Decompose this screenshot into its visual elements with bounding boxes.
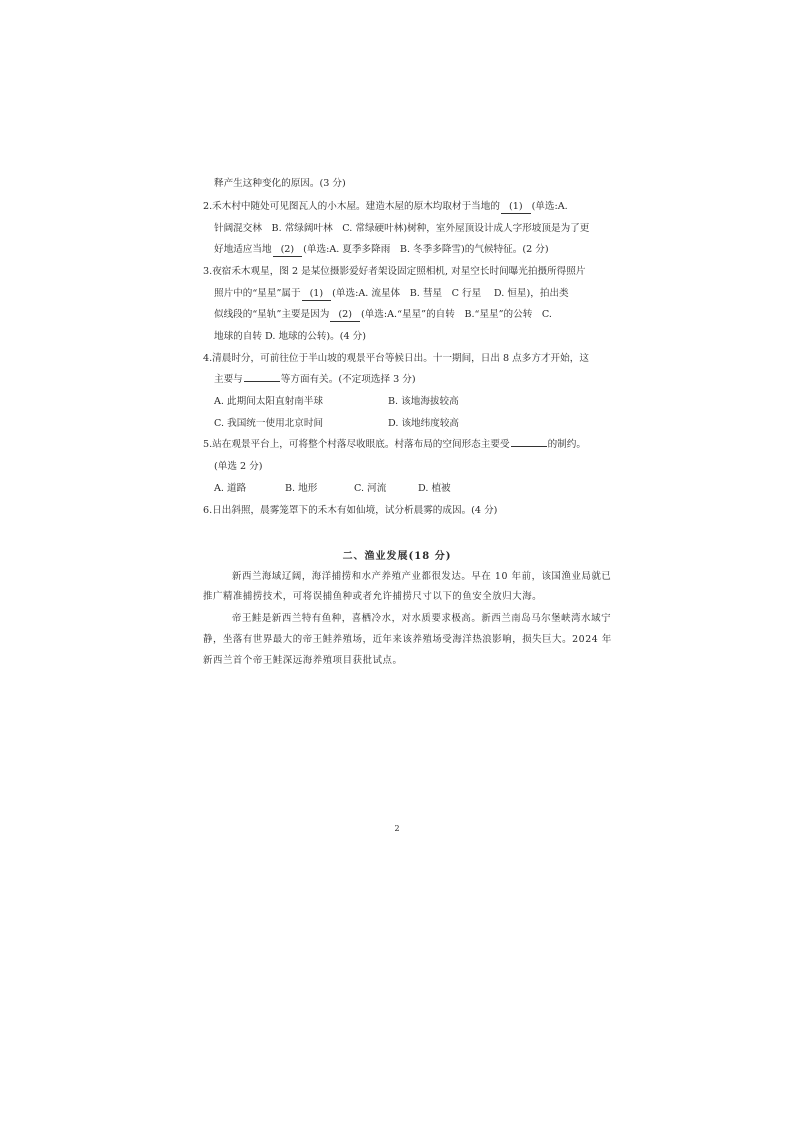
section-2-paragraph-2-line-1: 帝王鲑是新西兰特有鱼种，喜栖冷水，对水质要求极高。新西兰南岛马尔堡峡湾水域宁	[232, 613, 612, 624]
question-2-text: 好地适应当地	[214, 244, 272, 255]
question-4-text: 主要与	[214, 374, 243, 385]
question-2-text: (单选:A. 夏季多降雨 B. 冬季多降雪)的气候特征。(2 分)	[303, 244, 549, 255]
section-2-paragraph-2-line-3: 新西兰首个帝王鲑深远海养殖项目获批试点。	[203, 655, 403, 666]
question-3-line-1: 3.夜宿禾木观星，图 2 是某位摄影爱好者架设固定照相机, 对星空长时间曝光拍摄所得照片	[203, 266, 586, 277]
question-4-line-1: 4.清晨时分，可前往位于半山坡的观景平台等候日出。十一期间，日出 8 点多方才开始，这	[203, 353, 589, 364]
question-6: 6.日出斜照，晨雾笼罩下的禾木有如仙境，试分析晨雾的成因。(4 分)	[203, 505, 498, 516]
section-2-paragraph-2-line-2: 静，坐落有世界最大的帝王鲑养殖场，近年来该养殖场受海洋热浪影响，损失巨大。2024 年	[203, 634, 612, 645]
question-5-line-2: (单选 2 分)	[214, 461, 263, 472]
option-q5-a: A. 道路	[214, 483, 247, 494]
answer-blank-q4[interactable]	[244, 381, 280, 382]
section-2-paragraph-1-line-1: 新西兰海域辽阔，海洋捕捞和水产养殖产业都很发达。早在 10 年前，该国渔业局就已	[232, 571, 612, 582]
option-q5-c: C. 河流	[354, 483, 387, 494]
option-q5-b: B. 地形	[285, 483, 318, 494]
question-1-tail: 释产生这种变化的原因。(3 分)	[214, 178, 346, 189]
answer-blank-q2-1[interactable]: (1)	[501, 201, 531, 214]
question-3-text: 照片中的“星星”属于	[214, 288, 301, 299]
page-number: 2	[394, 824, 400, 833]
question-3-text: (单选:A.“星星”的自转 B.“星星”的公转 C.	[360, 309, 552, 320]
answer-blank-q2-2[interactable]: (2)	[273, 244, 303, 257]
option-q4-b: B. 该地海拔较高	[388, 396, 459, 407]
question-3-line-3	[214, 308, 552, 322]
question-3-text: (单选:A. 流星体 B. 彗星 C 行星 D. 恒星)，拍出类	[332, 288, 569, 299]
option-q4-a: A. 此期间太阳直射南半球	[214, 396, 323, 407]
option-q4-c: C. 我国统一使用北京时间	[214, 418, 324, 429]
question-5-line-1	[203, 438, 586, 452]
answer-blank-q5[interactable]	[511, 446, 547, 447]
question-2-line-2: 针阔混交林 B. 常绿阔叶林 C. 常绿硬叶林)树种，室外屋顶设计成人字形坡顶是为了更	[214, 223, 590, 234]
question-2-line-3	[214, 243, 549, 257]
question-3-text: 似线段的“星轨”主要是因为	[214, 309, 330, 320]
question-5-text: 5.站在观景平台上，可将整个村落尽收眼底。村落布局的空间形态主要受	[203, 439, 510, 450]
answer-blank-q3-1[interactable]: (1)	[302, 288, 332, 301]
question-3-line-4: 地球的自转 D. 地球的公转)。(4 分)	[214, 331, 367, 342]
question-4-text: 等方面有关。(不定项选择 3 分)	[280, 374, 416, 385]
option-q4-d: D. 该地纬度较高	[388, 418, 460, 429]
question-5-text: 的制约。	[547, 439, 586, 450]
question-2-line-1	[203, 200, 568, 214]
question-2-text: 2.禾木村中随处可见图瓦人的小木屋。建造木屋的原木均取材于当地的	[203, 201, 500, 212]
answer-blank-q3-2[interactable]: (2)	[330, 309, 360, 322]
option-q5-d: D. 植被	[418, 483, 451, 494]
question-3-line-2	[214, 287, 569, 301]
section-2-title: 二、渔业发展(18 分)	[342, 551, 452, 562]
section-2-paragraph-1-line-2: 推广精准捕捞技术，可将误捕鱼种或者允许捕捞尺寸以下的鱼安全放归大海。	[203, 591, 543, 602]
question-4-line-2	[214, 373, 416, 387]
question-2-text: (单选:A.	[531, 201, 568, 212]
